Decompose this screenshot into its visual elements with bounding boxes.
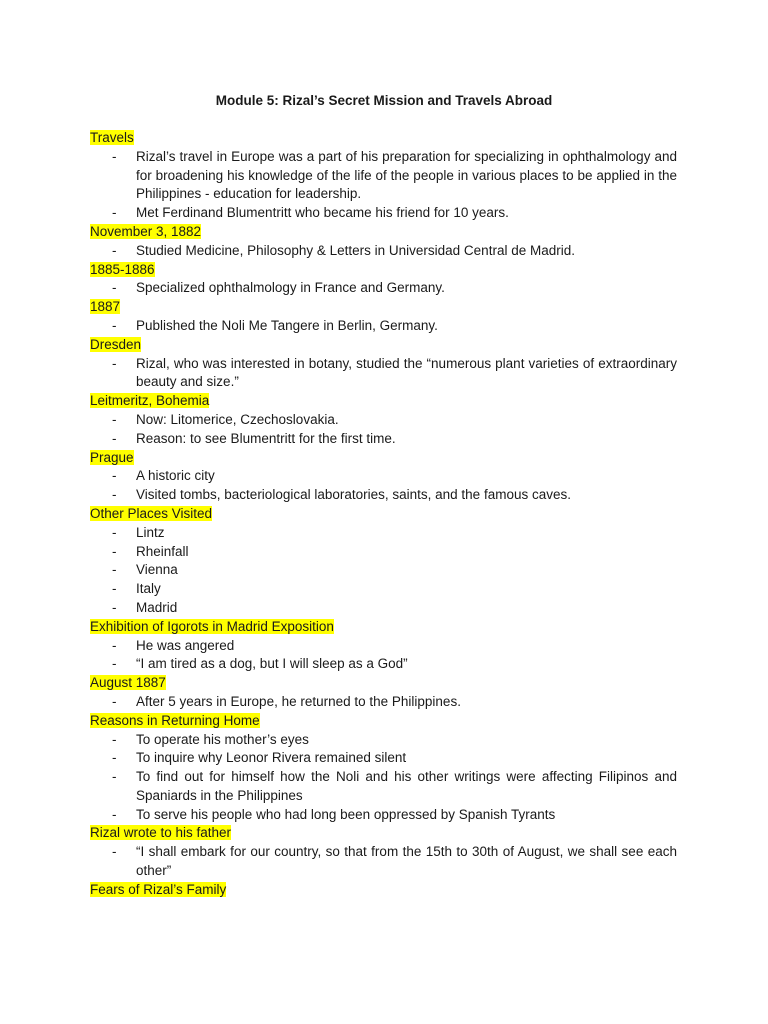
list-item-text: Rheinfall bbox=[136, 543, 189, 559]
bullet-dash: - bbox=[112, 430, 117, 446]
section-heading bbox=[90, 674, 677, 693]
list-item bbox=[90, 467, 677, 486]
bullet-list bbox=[90, 279, 677, 298]
list-item-text: “I am tired as a dog, but I will sleep as a God” bbox=[136, 656, 408, 672]
bullet-list bbox=[90, 411, 677, 449]
list-item bbox=[90, 655, 677, 674]
list-item-text: Met Ferdinand Blumentritt who became his friend for 10 years. bbox=[136, 205, 509, 221]
section-heading bbox=[90, 223, 677, 242]
section-heading bbox=[90, 618, 677, 637]
list-item bbox=[90, 430, 677, 449]
highlighted-heading-text: November 3, 1882 bbox=[90, 223, 202, 239]
highlighted-heading-text: Prague bbox=[90, 449, 134, 465]
list-item bbox=[90, 524, 677, 543]
bullet-dash: - bbox=[112, 637, 117, 653]
list-item-text: Now: Litomerice, Czechoslovakia. bbox=[136, 411, 339, 427]
list-item-text: Rizal, who was interested in botany, studied the “numerous plant varieties of extraordinary beauty and size.” bbox=[136, 355, 677, 390]
list-item-text: Madrid bbox=[136, 599, 178, 615]
bullet-list bbox=[90, 637, 677, 675]
list-item-text: To operate his mother’s eyes bbox=[136, 731, 309, 747]
bullet-dash: - bbox=[112, 487, 117, 503]
list-item-text: Visited tombs, bacteriological laboratories, saints, and the famous caves. bbox=[136, 487, 571, 503]
list-item bbox=[90, 693, 677, 712]
bullet-list bbox=[90, 242, 677, 261]
bullet-dash: - bbox=[112, 750, 117, 766]
list-item bbox=[90, 279, 677, 298]
bullet-dash: - bbox=[112, 806, 117, 822]
highlighted-heading-text: Exhibition of Igorots in Madrid Exposition bbox=[90, 618, 334, 634]
list-item-text: “I shall embark for our country, so that from the 15th to 30th of August, we shall see each other” bbox=[136, 844, 677, 879]
bullet-dash: - bbox=[112, 543, 117, 559]
bullet-list bbox=[90, 843, 677, 881]
highlighted-heading-text: Fears of Rizal’s Family bbox=[90, 881, 227, 897]
bullet-dash: - bbox=[112, 355, 117, 371]
bullet-dash: - bbox=[112, 581, 117, 597]
bullet-list bbox=[90, 355, 677, 393]
highlighted-heading-text: 1887 bbox=[90, 299, 121, 315]
bullet-dash: - bbox=[112, 468, 117, 484]
bullet-dash: - bbox=[112, 731, 117, 747]
highlighted-heading-text: August 1887 bbox=[90, 675, 166, 691]
list-item-text: After 5 years in Europe, he returned to the Philippines. bbox=[136, 693, 461, 709]
list-item bbox=[90, 637, 677, 656]
list-item bbox=[90, 148, 677, 204]
document-body bbox=[90, 129, 677, 900]
bullet-dash: - bbox=[112, 205, 117, 221]
list-item bbox=[90, 411, 677, 430]
list-item-text: Published the Noli Me Tangere in Berlin, Germany. bbox=[136, 317, 438, 333]
section-heading bbox=[90, 505, 677, 524]
bullet-dash: - bbox=[112, 656, 117, 672]
highlighted-heading-text: Reasons in Returning Home bbox=[90, 712, 260, 728]
list-item-text: Vienna bbox=[136, 562, 178, 578]
document-title: Module 5: Rizal’s Secret Mission and Travels Abroad bbox=[215, 93, 553, 108]
list-item bbox=[90, 843, 677, 881]
bullet-dash: - bbox=[112, 317, 117, 333]
list-item-text: To serve his people who had long been oppressed by Spanish Tyrants bbox=[136, 806, 556, 822]
list-item bbox=[90, 806, 677, 825]
bullet-dash: - bbox=[112, 411, 117, 427]
highlighted-heading-text: Dresden bbox=[90, 336, 142, 352]
bullet-list bbox=[90, 524, 677, 618]
section-heading bbox=[90, 298, 677, 317]
bullet-dash: - bbox=[112, 844, 117, 860]
bullet-list bbox=[90, 731, 677, 825]
bullet-list bbox=[90, 693, 677, 712]
list-item bbox=[90, 486, 677, 505]
section-heading bbox=[90, 712, 677, 731]
section-heading bbox=[90, 336, 677, 355]
bullet-list bbox=[90, 317, 677, 336]
list-item bbox=[90, 561, 677, 580]
bullet-dash: - bbox=[112, 242, 117, 258]
section-heading bbox=[90, 824, 677, 843]
list-item bbox=[90, 543, 677, 562]
section-heading bbox=[90, 449, 677, 468]
list-item-text: Reason: to see Blumentritt for the first time. bbox=[136, 430, 396, 446]
list-item bbox=[90, 768, 677, 806]
list-item-text: Italy bbox=[136, 581, 161, 597]
bullet-dash: - bbox=[112, 693, 117, 709]
list-item bbox=[90, 355, 677, 393]
bullet-list bbox=[90, 467, 677, 505]
list-item-text: Rizal’s travel in Europe was a part of his preparation for specializing in ophthalmology and for broadening his knowledge of the life of the people in various places to be applied in the Philippines - education for leadership. bbox=[136, 148, 677, 202]
list-item-text: He was angered bbox=[136, 637, 235, 653]
highlighted-heading-text: Leitmeritz, Bohemia bbox=[90, 393, 210, 409]
bullet-dash: - bbox=[112, 769, 117, 785]
section-heading bbox=[90, 129, 677, 148]
highlighted-heading-text: Other Places Visited bbox=[90, 505, 213, 521]
bullet-dash: - bbox=[112, 562, 117, 578]
list-item bbox=[90, 580, 677, 599]
list-item bbox=[90, 749, 677, 768]
highlighted-heading-text: Travels bbox=[90, 130, 134, 145]
section-heading bbox=[90, 392, 677, 411]
list-item-text: A historic city bbox=[136, 468, 215, 484]
list-item-text: Lintz bbox=[136, 524, 165, 540]
list-item bbox=[90, 242, 677, 261]
list-item-text: Specialized ophthalmology in France and Germany. bbox=[136, 280, 445, 296]
bullet-dash: - bbox=[112, 148, 117, 164]
list-item-text: To inquire why Leonor Rivera remained silent bbox=[136, 750, 407, 766]
bullet-dash: - bbox=[112, 280, 117, 296]
bullet-list bbox=[90, 148, 677, 223]
highlighted-heading-text: Rizal wrote to his father bbox=[90, 825, 232, 841]
list-item bbox=[90, 599, 677, 618]
bullet-dash: - bbox=[112, 524, 117, 540]
list-item bbox=[90, 204, 677, 223]
list-item-text: To find out for himself how the Noli and his other writings were affecting Filipinos and Spaniards in the Philippines bbox=[136, 769, 677, 803]
list-item bbox=[90, 731, 677, 750]
list-item bbox=[90, 317, 677, 336]
highlighted-heading-text: 1885-1886 bbox=[90, 261, 155, 277]
section-heading bbox=[90, 261, 677, 280]
list-item-text: Studied Medicine, Philosophy & Letters in Universidad Central de Madrid. bbox=[136, 242, 575, 258]
bullet-dash: - bbox=[112, 599, 117, 615]
section-heading bbox=[90, 881, 677, 900]
